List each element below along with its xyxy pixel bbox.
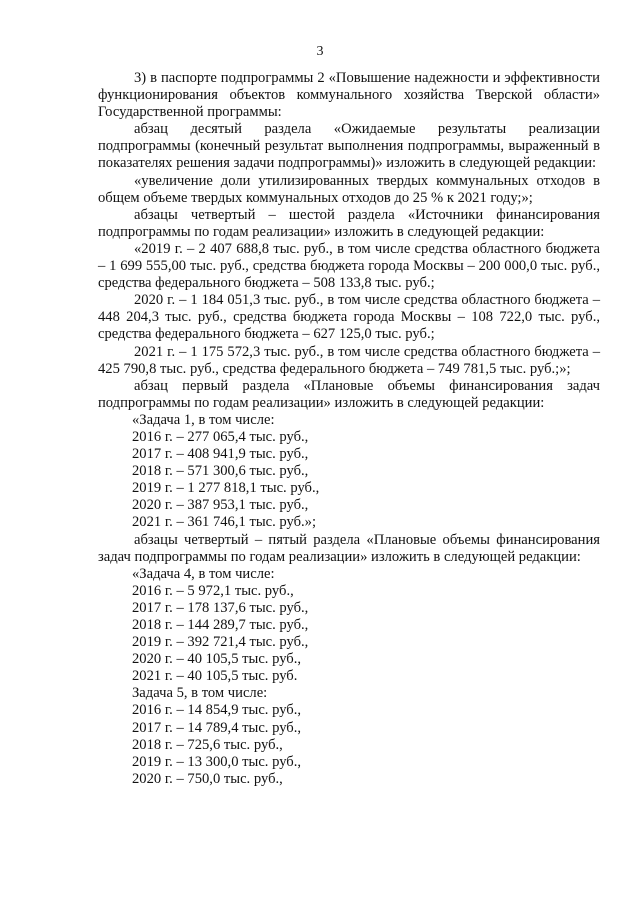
paragraph-planned-volumes-intro: абзац первый раздела «Плановые объемы финансирования задач подпрограммы по годам реализации» изложить в следующей редакции: [98, 377, 600, 411]
list-item: «Задача 1, в том числе: [132, 411, 275, 428]
document-body [98, 70, 600, 788]
list-item: 2019 г. – 1 277 818,1 тыс. руб., [132, 480, 320, 497]
list-item: 2016 г. – 5 972,1 тыс. руб., [132, 582, 294, 599]
list-item: 2021 г. – 40 105,5 тыс. руб. [132, 668, 298, 685]
list-item: 2021 г. – 361 746,1 тыс. руб.»; [132, 514, 317, 531]
page-number: 3 [316, 44, 324, 59]
paragraph-2021-funding: 2021 г. – 1 175 572,3 тыс. руб., в том числе средства областного бюджета – 425 790,8 тыс. руб., средства федерального бюджета – 749 781,5 тыс. руб.;»; [98, 343, 600, 377]
list-item: 2016 г. – 14 854,9 тыс. руб., [132, 702, 302, 719]
list-item: 2018 г. – 571 300,6 тыс. руб., [132, 463, 309, 480]
list-item: 2020 г. – 40 105,5 тыс. руб., [132, 651, 302, 668]
list-item: 2016 г. – 277 065,4 тыс. руб., [132, 428, 309, 445]
paragraph-2019-funding: «2019 г. – 2 407 688,8 тыс. руб., в том числе средства областного бюджета – 1 699 555,00 тыс. руб., средства бюджета города Москвы – 200 000,0 тыс. руб., средства федерального бюджета – 508 133,8 тыс. руб.; [98, 240, 600, 292]
list-item: «Задача 4, в том числе: [132, 565, 275, 582]
list-item: 2020 г. – 750,0 тыс. руб., [132, 770, 283, 787]
list-item: 2017 г. – 178 137,6 тыс. руб., [132, 599, 309, 616]
list-item: 2019 г. – 392 721,4 тыс. руб., [132, 634, 309, 651]
paragraph-item-3: 3) в паспорте подпрограммы 2 «Повышение надежности и эффективности функционирования объектов коммунального хозяйства Тверской области» Государственной программы: [98, 70, 600, 121]
paragraph-abzacy-4-5: абзацы четвертый – пятый раздела «Плановые объемы финансирования задач подпрограммы по годам реализации» изложить в следующей редакции: [98, 531, 600, 565]
list-item: 2017 г. – 408 941,9 тыс. руб., [132, 446, 309, 463]
paragraph-tenth-abzac: абзац десятый раздела «Ожидаемые результаты реализации подпрограммы (конечный результат выполнения подпрограммы, выраженный в показателях решения задачи подпрограммы)» изложить в следующей редакции: [98, 121, 600, 172]
paragraph-sources-intro: абзацы четвертый – шестой раздела «Источники финансирования подпрограммы по годам реализации» изложить в следующей редакции: [98, 206, 600, 240]
list-item: 2018 г. – 144 289,7 тыс. руб., [132, 617, 309, 633]
paragraph-2020-funding: 2020 г. – 1 184 051,3 тыс. руб., в том числе средства областного бюджета – 448 204,3 тыс. руб., средства бюджета города Москвы – 108 722,0 тыс. руб., средства федерального бюджета – 627 125,0 тыс. руб.; [98, 292, 600, 343]
list-item: 2017 г. – 14 789,4 тыс. руб., [132, 719, 302, 736]
task4-5-list [98, 566, 600, 788]
list-item: 2018 г. – 725,6 тыс. руб., [132, 736, 283, 753]
paragraph-quote-utilization: «увеличение доли утилизированных твердых коммунальных отходов в общем объеме твердых коммунальных отходов до 25 % к 2021 году;»; [98, 172, 600, 206]
list-item: Задача 5, в том числе: [132, 685, 268, 702]
task1-list [98, 412, 600, 532]
list-item: 2020 г. – 387 953,1 тыс. руб., [132, 497, 309, 514]
list-item: 2019 г. – 13 300,0 тыс. руб., [132, 753, 302, 770]
